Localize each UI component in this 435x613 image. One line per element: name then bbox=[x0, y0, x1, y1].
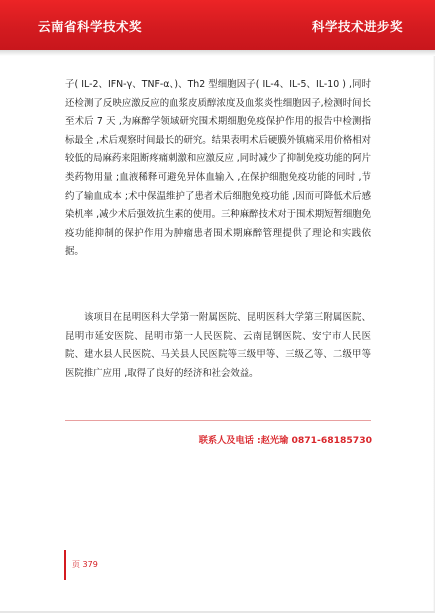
page-number: 页 379 bbox=[72, 560, 98, 569]
body-paragraph-application: 该项目在昆明医科大学第一附属医院、昆明医科大学第三附属医院、昆明市延安医院、昆明市第一人民医院、云南昆钢医院、安宁市人民医院、建水县人民医院、马关县人民医院等三级甲等、三级乙等、二级甲等医院推广应用 ,取得了良好的经济和社会效益。 bbox=[65, 312, 371, 379]
body-paragraph-results: 子( IL-2、IFN-γ、TNF-α、)、Th2 型细胞因子( IL-4、IL-5、IL-10 ) ,同时还检测了反映应激反应的血浆皮质醇浓度及血浆炎性细胞因子,检测时间长至术后 7 天 ,为麻醉学领域研究围术期细胞免疫保护作用的报告中检测指标最全 ,术后观察时间最长的研究。结果表明术后硬膜外镇痛采用价格相对较低的局麻药来阻断疼痛刺激和应激反应 ,同时减少了抑制免疫功能的阿片类药物用量 ;血液稀释可避免异体血输入 ,在保护细胞免疫功能的同时 ,节约了输血成本 ;术中保温维护了患者术后细胞免疫功能 ,因而可降低术后感染机率 ,减少术后强效抗生素的使用。三种麻醉技术对于围术期短暂细胞免疫功能抑制的保护作用为肿瘤患者围术期麻醉管理提供了理论和实践依据。 bbox=[65, 79, 371, 258]
section-divider bbox=[65, 420, 371, 421]
page-header-banner bbox=[0, 0, 435, 50]
header-award-title: 云南省科学技术奖 bbox=[38, 19, 143, 34]
header-award-category: 科学技术进步奖 bbox=[311, 19, 403, 34]
contact-info: 联系人及电话 :赵光瑜 0871-68185730 bbox=[198, 435, 372, 446]
page-number-accent-bar bbox=[64, 550, 66, 580]
header-shadow bbox=[0, 50, 435, 56]
